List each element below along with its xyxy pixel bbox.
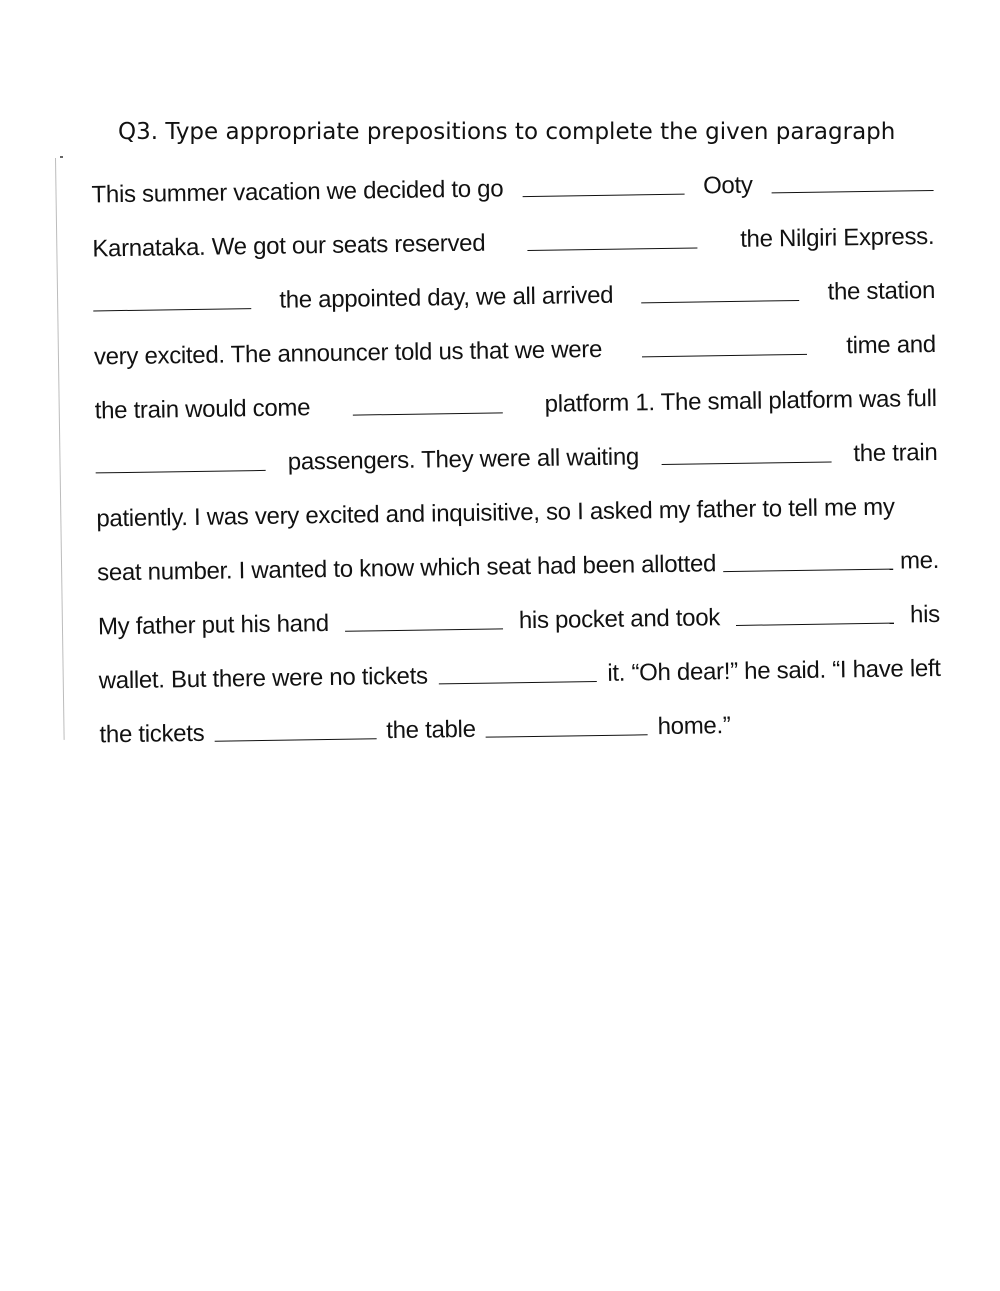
answer-blank-1[interactable] bbox=[522, 194, 684, 197]
answer-blank-4[interactable] bbox=[93, 308, 251, 311]
line-text: me. bbox=[899, 546, 940, 575]
paragraph-line-6 bbox=[95, 427, 938, 479]
line-text: the appointed day, we all arrived bbox=[279, 281, 614, 314]
paragraph-line-8 bbox=[97, 535, 940, 587]
line-text: passengers. They were all waiting bbox=[287, 443, 640, 476]
answer-blank-5[interactable] bbox=[642, 300, 800, 303]
paragraph-line-3 bbox=[93, 265, 936, 317]
paragraph-line-4 bbox=[94, 319, 937, 371]
line-text: the tickets bbox=[99, 719, 205, 749]
line-text: wallet. But there were no tickets bbox=[98, 662, 428, 695]
paragraph-line-2 bbox=[92, 211, 935, 263]
scanned-paragraph bbox=[55, 145, 955, 749]
line-text: This summer vacation we decided to go bbox=[91, 175, 504, 209]
paragraph-line-7 bbox=[96, 481, 939, 533]
answer-blank-3[interactable] bbox=[528, 247, 698, 251]
answer-blank-10[interactable] bbox=[723, 569, 893, 573]
answer-blank-9[interactable] bbox=[661, 462, 831, 466]
line-text: his pocket and took bbox=[518, 604, 721, 635]
paragraph-line-5 bbox=[94, 373, 937, 425]
paragraph-line-11 bbox=[99, 700, 731, 749]
line-text: it. “Oh dear!” he said. “I have left bbox=[607, 654, 941, 687]
line-text: very excited. The announcer told us that we were bbox=[93, 335, 603, 371]
paragraph-line-9 bbox=[98, 589, 941, 641]
line-text: Karnataka. We got our seats reserved bbox=[92, 229, 486, 263]
line-text: seat number. I wanted to know which seat had been allotted bbox=[96, 550, 717, 587]
answer-blank-11[interactable] bbox=[345, 628, 503, 631]
answer-blank-15[interactable] bbox=[486, 734, 648, 737]
line-text: platform 1. The small platform was full bbox=[544, 384, 937, 418]
answer-blank-2[interactable] bbox=[772, 190, 934, 193]
answer-blank-7[interactable] bbox=[353, 412, 503, 415]
line-text: the station bbox=[827, 276, 936, 306]
line-text: My father put his hand bbox=[97, 609, 330, 641]
paragraph-line-10 bbox=[98, 643, 941, 695]
line-text: Ooty bbox=[702, 171, 753, 200]
answer-blank-14[interactable] bbox=[214, 738, 376, 741]
line-text: the Nilgiri Express. bbox=[740, 222, 935, 253]
line-text: time and bbox=[846, 330, 937, 360]
line-text: the table bbox=[386, 715, 476, 745]
line-text: the train bbox=[853, 438, 938, 468]
line-text: his bbox=[909, 600, 941, 629]
question-title: Q3. Type appropriate prepositions to complete the given paragraph bbox=[118, 119, 896, 145]
line-text: the train would come bbox=[94, 394, 311, 425]
answer-blank-6[interactable] bbox=[642, 354, 807, 357]
line-text: patiently. I was very excited and inquisitive, so I asked my father to tell me my bbox=[96, 493, 895, 533]
answer-blank-13[interactable] bbox=[439, 681, 597, 684]
paragraph-line-1 bbox=[91, 157, 934, 209]
answer-blank-12[interactable] bbox=[736, 623, 894, 626]
answer-blank-8[interactable] bbox=[96, 470, 266, 474]
line-text: home.” bbox=[657, 712, 731, 741]
